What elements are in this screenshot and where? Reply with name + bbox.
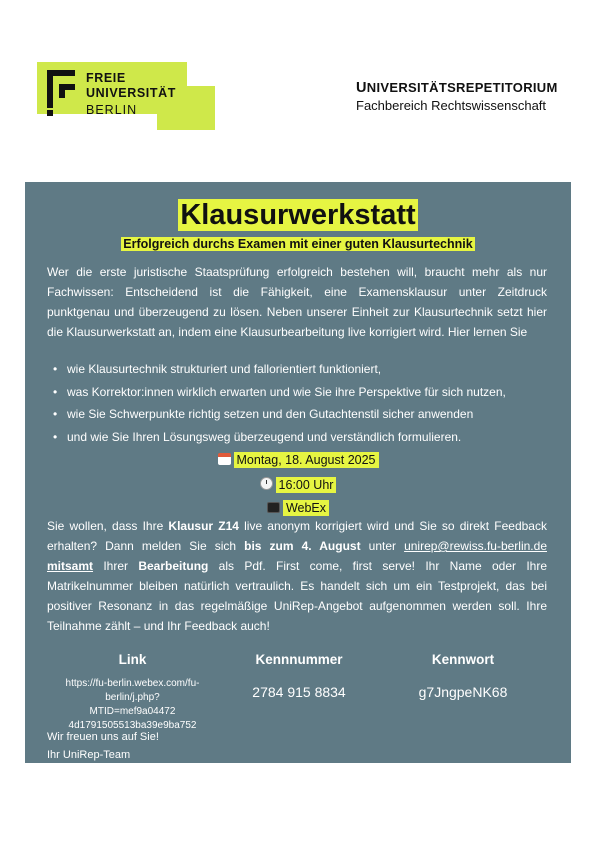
clock-icon	[260, 477, 273, 490]
logo-text-line2: UNIVERSITÄT	[86, 86, 176, 100]
closing	[47, 728, 159, 764]
text-span: unter	[360, 539, 405, 553]
institution-initial: U	[356, 80, 367, 96]
text-span: live anonym korrigiert wird und Sie so direkt Feedback erhalten? Dann melden Sie sich	[47, 519, 547, 553]
closing-signature: Ihr UniRep-Team	[47, 749, 131, 761]
page-subtitle	[25, 235, 571, 253]
event-platform	[25, 501, 571, 515]
link-line[interactable]: berlin/j.php?MTID=mef9a04472	[89, 692, 176, 717]
list-item: • wie Klausurtechnik strukturiert und fallorientiert funktioniert,	[47, 359, 557, 382]
text-span: als Pdf. First come, first serve! Ihr Name oder Ihre Matrikelnummer bleiben natürlich vertraulich. Es handelt sich um ein Testprojekt, das bei positiver Resonanz in das regelmäßige UniRep-Angebot aufgenommen werden soll. Ihre Teilnahme zählt – und Ihr Feedback auch!	[47, 559, 548, 633]
exam-id: Klausur Z14	[168, 519, 239, 533]
registration-paragraph	[47, 516, 547, 636]
list-item: • was Korrektor:innen wirklich erwarten und wie Sie ihre Perspektive für sich nutzen,	[47, 382, 557, 405]
computer-icon	[267, 502, 280, 513]
fu-berlin-logo	[37, 62, 217, 130]
list-item: • und wie Sie Ihren Lösungsweg überzeugend und verständlich formulieren.	[47, 427, 557, 450]
webex-link[interactable]	[65, 677, 200, 733]
page-title	[25, 198, 571, 232]
webex-link-column	[65, 652, 200, 733]
meeting-number: 2784 915 8834	[252, 684, 346, 700]
meeting-number-header: Kennnummer	[255, 652, 343, 667]
text-span: Ihrer	[93, 559, 139, 573]
emphasis-mitsamt: mitsamt	[47, 559, 94, 573]
subtitle-text: Erfolgreich durchs Examen mit einer guten Klausurtechnik	[123, 237, 473, 251]
link-header: Link	[118, 652, 147, 667]
link-line[interactable]: 4d1791505513ba39e9ba752	[68, 720, 197, 731]
password-header: Kennwort	[431, 652, 495, 667]
logo-text-line1: FREIE	[86, 71, 126, 85]
meeting-password: g7JngpeNK68	[418, 684, 508, 700]
email-link[interactable]: unirep@rewiss.fu-berlin.de	[404, 539, 547, 553]
event-platform-text: WebEx	[283, 500, 329, 516]
institution-rest: NIVERSITÄTSREPETITORIUM	[366, 80, 558, 95]
list-item: • wie Sie Schwerpunkte richtig setzen und den Gutachtenstil sicher anwenden	[47, 404, 557, 427]
event-date	[25, 453, 571, 467]
event-date-text: Montag, 18. August 2025	[234, 452, 379, 468]
meeting-number-column	[229, 652, 369, 700]
intro-paragraph: Wer die erste juristische Staatsprüfung erfolgreich bestehen will, braucht mehr als nur Fachwissen: Entscheidend ist die Fähigkeit, eine Examensklausur unter Zeitdruck punktgenau und überzeugend zu lösen. Neben unserer Einheit zur Klausurtechnik setzt hier die Klausurwerkstatt an, indem eine Klausurbearbeitung live korrigiert wird. Hier lernen Sie	[47, 265, 547, 339]
logo-mark-icon	[47, 70, 77, 116]
institution-name	[356, 80, 558, 96]
calendar-icon	[218, 453, 231, 465]
event-time-text: 16:00 Uhr	[276, 477, 337, 493]
closing-line: Wir freuen uns auf Sie!	[47, 731, 159, 743]
logo-text-line3: BERLIN	[86, 103, 138, 117]
department-name: Fachbereich Rechtswissenschaft	[356, 98, 547, 113]
emphasis-bearbeitung: Bearbeitung	[138, 559, 209, 573]
link-line[interactable]: https://fu-berlin.webex.com/fu-	[65, 678, 200, 689]
header-institution	[356, 80, 558, 113]
password-column	[401, 652, 525, 700]
title-text: Klausurwerkstatt	[180, 199, 416, 231]
learning-goals-list	[47, 359, 557, 449]
flyer-panel	[25, 182, 571, 763]
event-time	[25, 477, 571, 492]
text-span: Sie wollen, dass Ihre	[47, 519, 169, 533]
deadline: bis zum 4. August	[244, 539, 361, 553]
